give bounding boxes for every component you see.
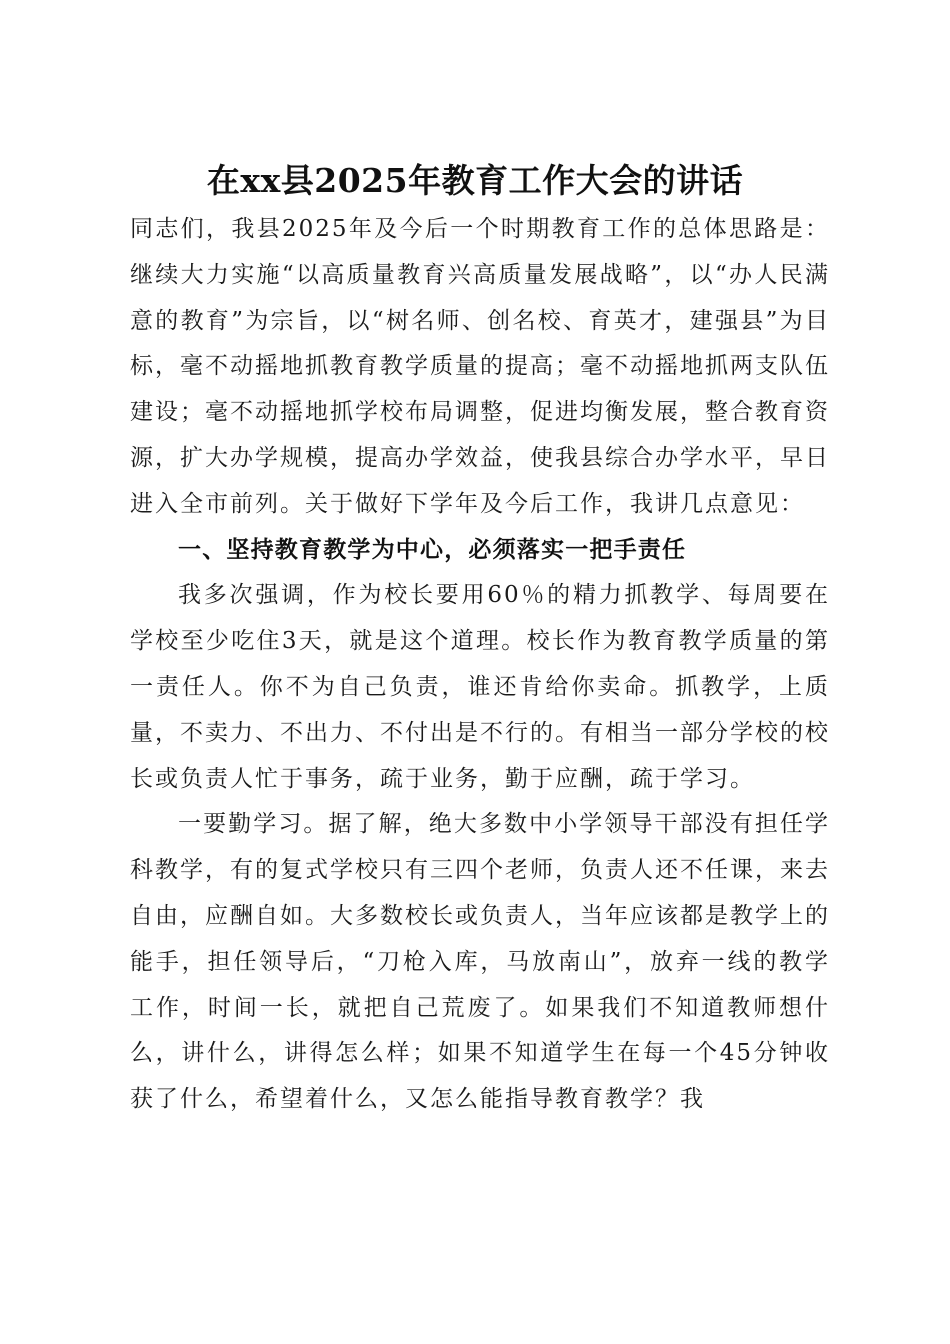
- opening-paragraph: 同志们，我县2025年及今后一个时期教育工作的总体思路是：继续大力实施“以高质量教育兴高质量发展战略”，以“办人民满意的教育”为宗旨，以“树名师、创名校、育英才，建强县”为目标，毫不动摇地抓教育教学质量的提高；毫不动摇地抓两支队伍建设；毫不动摇地抓学校布局调整，促进均衡发展，整合教育资源，扩大办学规模，提高办学效益，使我县综合办学水平，早日进入全市前列。关于做好下学年及今后工作，我讲几点意见：: [130, 216, 830, 517]
- document-body: [130, 207, 830, 1123]
- body-paragraph-1: 我多次强调，作为校长要用60％的精力抓教学、每周要在学校至少吃住3天，就是这个道理。校长作为教育教学质量的第一责任人。你不为自己负责，谁还肯给你卖命。抓教学，上质量，不卖力、不出力、不付出是不行的。有相当一部分学校的校长或负责人忙于事务，疏于业务，勤于应酬，疏于学习。: [130, 582, 830, 792]
- section-heading-1: 一、坚持教育教学为中心，必须落实一把手责任: [178, 536, 687, 563]
- body-paragraph-2: 一要勤学习。据了解，绝大多数中小学领导干部没有担任学科教学，有的复式学校只有三四个老师，负责人还不任课，来去自由，应酬自如。大多数校长或负责人，当年应该都是教学上的能手，担任领导后，“刀枪入库，马放南山”，放弃一线的教学工作，时间一长，就把自己荒废了。如果我们不知道教师想什么，讲什么，讲得怎么样；如果不知道学生在每一个45分钟收获了什么，希望着什么，又怎么能指导教育教学？我: [130, 811, 830, 1113]
- document-title: 在xx县2025年教育工作大会的讲话: [206, 161, 744, 201]
